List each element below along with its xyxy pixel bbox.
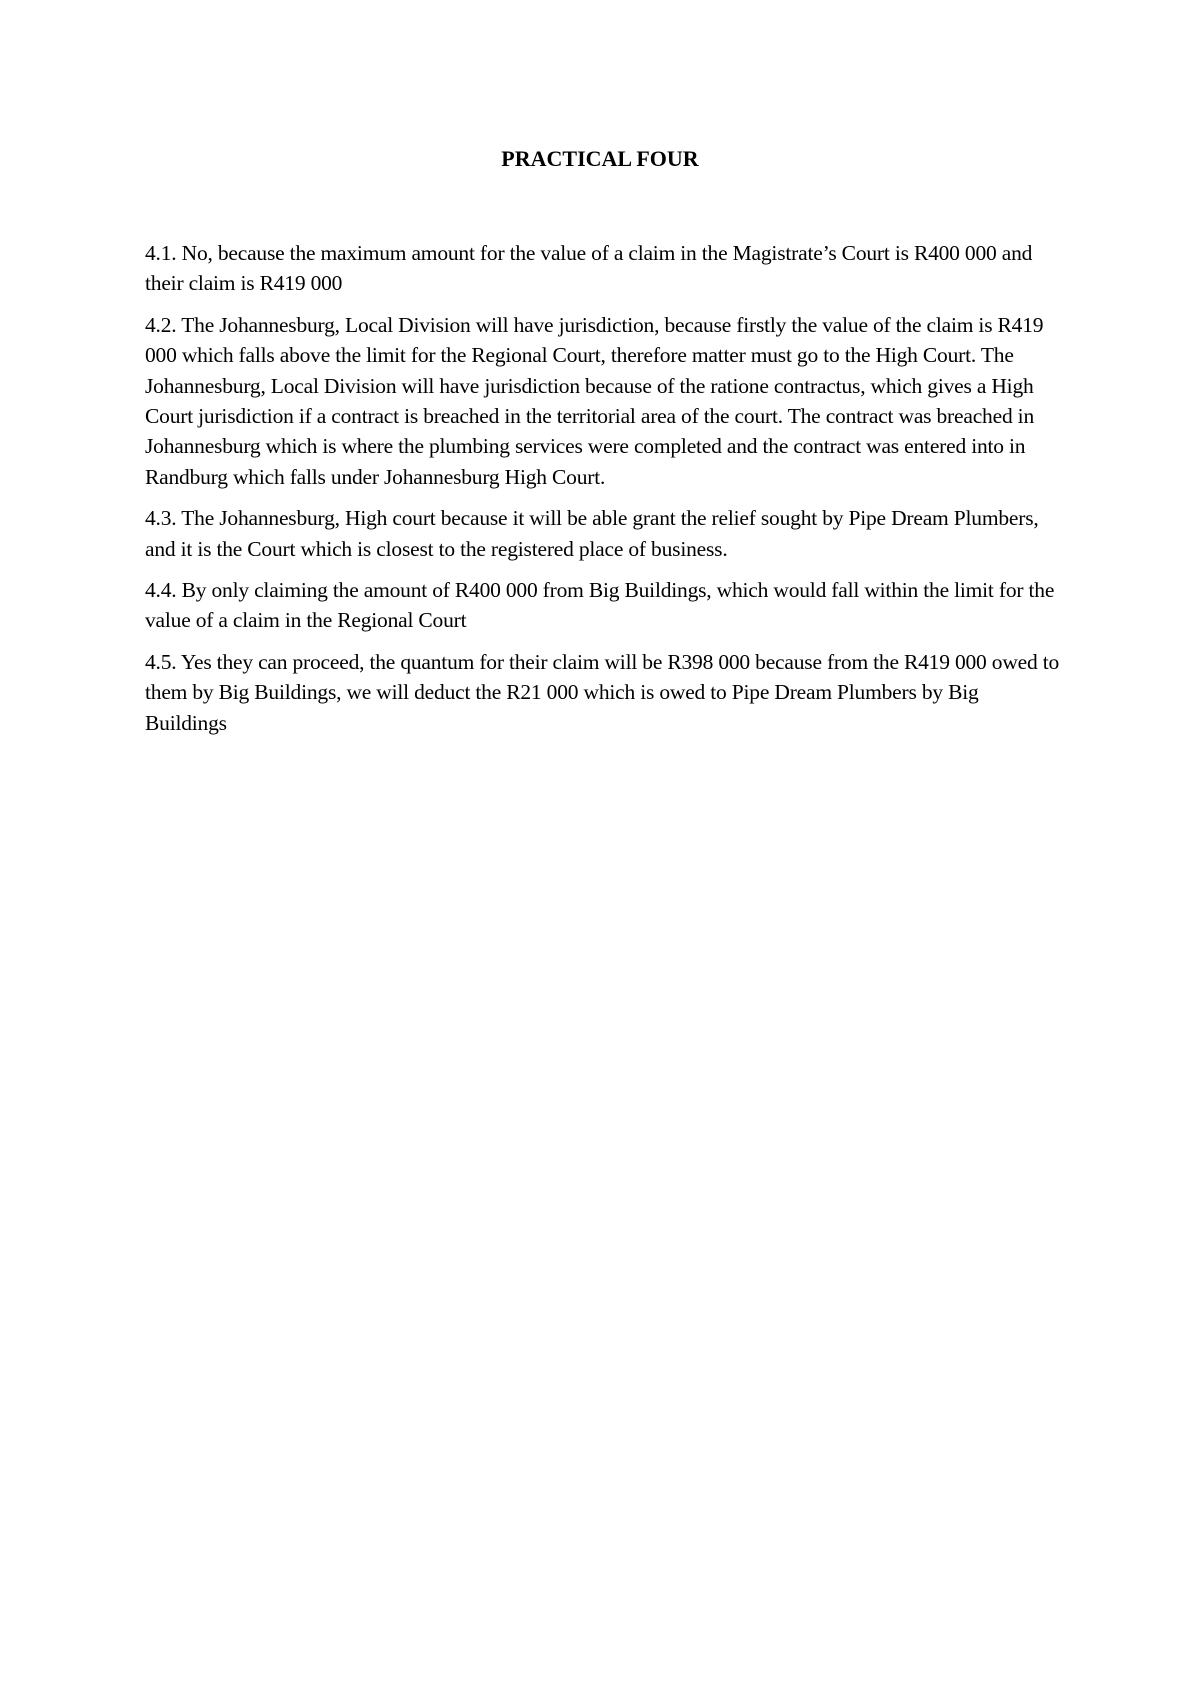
answer-4-4: 4.4. By only claiming the amount of R400 000 from Big Buildings, which would fall within the limit for the value of a claim in the Regional Court [145, 578, 1055, 633]
answer-4-3: 4.3. The Johannesburg, High court because it will be able grant the relief sought by Pipe Dream Plumbers, and it is the Court which is closest to the registered place of business. [145, 506, 1039, 561]
answer-4-5: 4.5. Yes they can proceed, the quantum for their claim will be R398 000 because from the R419 000 owed to them by Big Buildings, we will deduct the R21 000 which is owed to Pipe Dream Plumbers by Big Buildings [145, 649, 1060, 735]
document-title: PRACTICAL FOUR [501, 146, 699, 171]
answer-4-1: 4.1. No, because the maximum amount for the value of a claim in the Magistrate’s Court is R400 000 and their claim is R419 000 [145, 241, 1033, 296]
answer-4-2: 4.2. The Johannesburg, Local Division will have jurisdiction, because firstly the value of the claim is R419 000 which falls above the limit for the Regional Court, therefore matter must go to the High Court. The Johannesburg, Local Division will have jurisdiction because of the ratione contractus, which gives a High Court jurisdiction if a contract is breached in the territorial area of the court. The contract was breached in Johannesburg which is where the plumbing services were completed and the contract was entered into in Randburg which falls under Johannesburg High Court. [145, 312, 1044, 489]
document-body [145, 238, 1065, 749]
